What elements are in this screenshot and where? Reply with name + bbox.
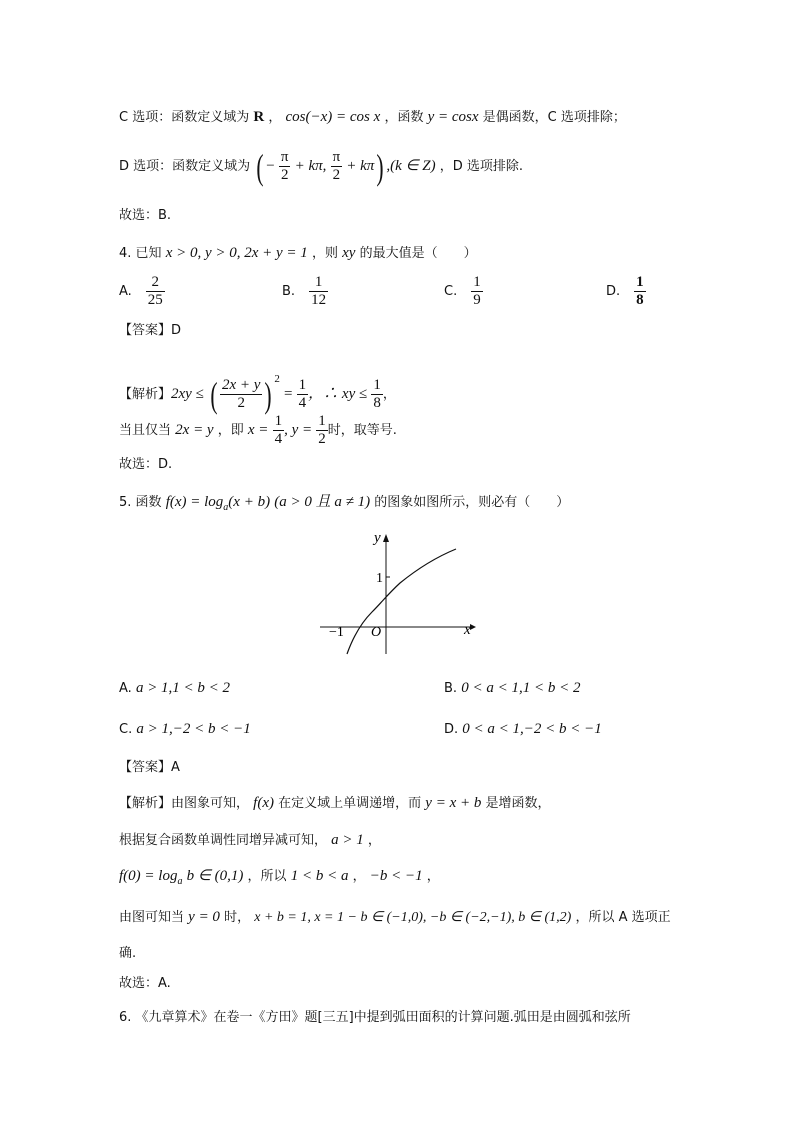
a3-math2: b ∈ (0,1) [186,868,244,884]
log-base: a [177,876,183,887]
y-axis-label: y [374,530,381,546]
q4-option-c[interactable] [444,274,483,309]
q5-option-a[interactable] [119,678,230,699]
q4-answer: 【答案】D [119,323,182,338]
big-left-paren: ( [210,374,218,415]
ineq-lhs: 2xy ≤ [171,386,204,402]
frac-den: 8 [636,292,644,308]
q5-tail: 的图象如图所示，则必有（ ） [374,495,570,510]
option-fraction [634,274,646,309]
frac-num: 1 [298,377,307,393]
q4-xy: xy [342,245,356,261]
a4-lead: 由图可知当 [119,910,185,925]
a4-y0: y = 0 [188,909,220,925]
q5-option-c[interactable] [119,719,251,740]
a2-math: a > 1 [331,832,364,848]
q6-stem: 6. 《九章算术》在卷一《方田》题[三五]中提到弧田面积的计算问题.弧田是由圆弧和弦所 [119,1010,631,1025]
pi-over-2-fraction-2 [331,149,343,184]
equal-lead: 当且仅当 [119,423,172,438]
q5-option-b[interactable] [444,678,580,699]
x-fraction [273,413,285,448]
therefore-tail: ， [382,387,396,402]
q4-equality [119,410,397,451]
q5-condition: (a > 0 且 a ≠ 1) [274,494,371,510]
option-label: C. [119,722,133,737]
a1-tail: 是增函数， [485,796,551,811]
d-option-tail: ，D 选项排除. [439,159,524,174]
frac-num: 1 [318,413,326,429]
frac-den: 25 [147,292,163,308]
plus-kpi-2: + kπ [346,158,375,174]
q5-analysis-4 [119,907,671,928]
y-fraction [316,413,328,448]
a3-tail: ， [426,869,440,884]
frac-num: 1 [636,274,644,290]
frac-den: 2 [332,167,341,183]
q5-stem [119,492,569,518]
square-exponent: 2 [274,373,280,385]
frac-den: 12 [311,292,327,308]
origin-label: O [371,625,382,640]
cos-neg-x: cos(−x) = cos x [285,109,381,125]
q5-analysis-1 [119,793,551,814]
equal-mid: ，即 [217,423,244,438]
analysis-label: 【解析】 [119,387,172,402]
x-axis-arrow [470,624,476,630]
q4-option-d[interactable] [606,274,646,309]
a4-tail: ，所以 A 选项正 [575,910,671,925]
left-paren: ( [256,146,264,187]
q5-analysis-3 [119,866,440,892]
q4-analysis [119,357,396,417]
q4-tail: 的最大值是（ ） [359,246,477,261]
frac-den: 4 [298,395,307,411]
a2-tail: ， [367,833,381,848]
option-label: A. [119,681,132,696]
choose-b: 故选：B. [119,208,172,223]
frac-den: 2 [318,431,326,447]
q5-lead: 5. 函数 [119,495,162,510]
ineq-fraction [220,377,262,412]
q4-mid: ，则 [311,246,338,261]
therefore: ，∴ xy ≤ [308,386,368,402]
q4-condition: x > 0, y > 0, 2x + y = 1 [165,245,308,261]
option-label: C. [444,284,458,299]
a2-lead: 根据复合函数单调性同增异减可知， [119,833,328,848]
quarter-fraction [297,377,309,412]
k-in-z: ,(k ∈ Z) [386,158,436,174]
q5-analysis-5: 确. [119,946,137,961]
q4-stem [119,243,477,264]
option-label: D. [444,722,459,737]
domain-r: R [253,109,265,125]
a1-mid: 在定义域上单调递增，而 [278,796,422,811]
right-paren: ) [376,146,384,187]
q5-option-d[interactable] [444,719,602,740]
frac-num: 2 [146,274,165,292]
c-option-tail: 是偶函数，C 选项排除； [482,110,626,125]
option-fraction [146,274,165,309]
eighth-fraction [371,377,383,412]
big-right-paren: ) [264,374,273,415]
equal-cond: 2x = y [175,422,214,438]
c-option-lead: C 选项：函数定义域为 [119,110,250,125]
frac-den: 2 [280,167,289,183]
frac-den: 8 [373,395,381,411]
frac-den: 2 [237,395,245,411]
q5-choose: 故选：A. [119,976,171,991]
frac-num: π [332,149,341,165]
a3-sep: ， [352,869,366,884]
option-text: 0 < a < 1,1 < b < 2 [461,680,581,696]
option-label: B. [282,284,296,299]
neg-one-label: −1 [329,625,344,640]
option-fraction [471,274,483,309]
equal-tail: 时，取等号. [327,423,397,438]
q5-graph [316,528,476,658]
option-text: a > 1,−2 < b < −1 [136,721,251,737]
q4-choose: 故选：D. [119,457,173,472]
frac-num: 2x + y [221,377,261,393]
minus-sign: − [266,158,275,174]
equals: = [284,386,293,402]
a4-mid: 时， [224,910,251,925]
a3-math4: −b < −1 [369,868,423,884]
comma: ， [268,110,282,125]
q5-func-arg: (x + b) [228,494,271,510]
a1-y: y = x + b [425,795,482,811]
q5-answer: 【答案】A [119,760,180,775]
q4-option-b[interactable] [282,274,328,309]
log-base: a [223,502,229,513]
frac-den: 4 [274,431,283,447]
y-cosx: y = cosx [427,109,479,125]
a3-math3: 1 < b < a [290,868,349,884]
a1-fx: f(x) [253,795,274,811]
a4-math: x + b = 1, x = 1 − b ∈ (−1,0), −b ∈ (−2,−1), b ∈ (1,2) [254,910,572,925]
option-label: D. [606,284,621,299]
c-option-line [119,107,626,128]
a1-lead: 由图象可知， [171,796,250,811]
q4-lead: 4. 已知 [119,246,162,261]
a3-math1: f(0) = log [119,868,178,884]
pi-over-2-fraction [279,149,291,184]
frac-num: 1 [309,274,328,292]
y-eq: , y = [284,422,313,438]
option-label: A. [119,284,132,299]
q5-analysis-2 [119,830,381,851]
frac-num: 1 [473,274,481,290]
a3-mid: ，所以 [247,869,287,884]
x-eq: x = [247,422,269,438]
d-option-line [119,146,523,187]
y-axis-arrow [383,534,389,542]
option-fraction [309,274,328,309]
d-option-lead: D 选项：函数定义域为 [119,159,251,174]
q4-option-a[interactable] [119,274,165,309]
option-text: 0 < a < 1,−2 < b < −1 [462,721,602,737]
frac-num: π [280,149,289,165]
frac-num: 1 [373,377,381,393]
plus-kpi: + kπ, [294,158,327,174]
log-curve [347,549,456,654]
one-label: 1 [376,571,383,586]
c-option-mid: ，函数 [384,110,424,125]
frac-num: 1 [274,413,283,429]
option-label: B. [444,681,458,696]
analysis-label: 【解析】 [119,796,172,811]
x-axis-label: x [464,622,471,638]
q5-func: f(x) = log [165,494,224,510]
frac-den: 9 [473,292,481,308]
option-text: a > 1,1 < b < 2 [135,680,231,696]
